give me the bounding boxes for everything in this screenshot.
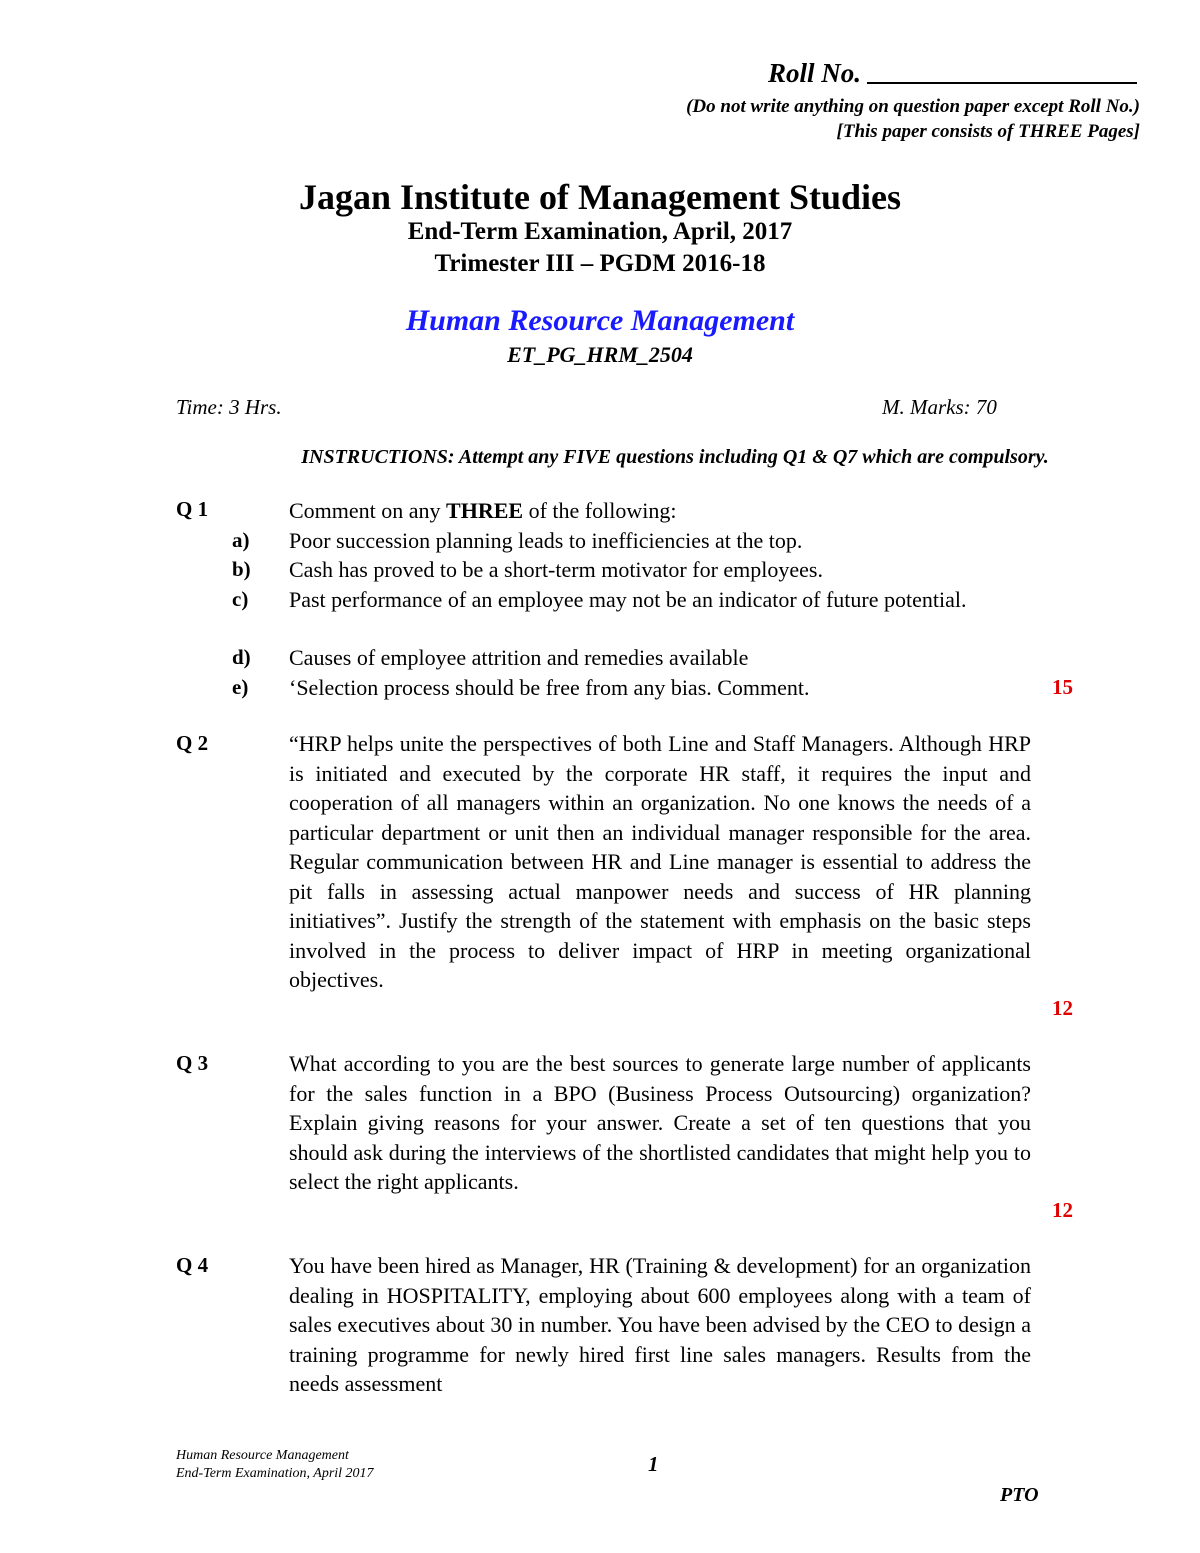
sub-item-text: ‘Selection process should be free from any bias. Comment. <box>289 675 810 700</box>
pto-label: PTO <box>1000 1484 1039 1506</box>
sub-item-text: Cash has proved to be a short-term motivator for employees. <box>289 557 823 582</box>
roll-number-label: Roll No. <box>767 58 861 88</box>
question-marks: 12 <box>1052 1198 1073 1222</box>
sub-item-text: Past performance of an employee may not be an indicator of future potential. <box>289 587 967 612</box>
question-marks: 15 <box>1052 675 1073 699</box>
question-text: You have been hired as Manager, HR (Training & development) for an organization dealing in HOSPITALITY, employing about 600 employees along with a team of sales executives about 30 in number. You have been advised by the CEO to design a training programme for newly hired first line sales managers. Results from the needs assessment <box>289 1253 1031 1396</box>
instructions: INSTRUCTIONS: Attempt any FIVE questions including Q1 & Q7 which are compulsory. <box>301 446 1049 468</box>
question-text: What according to you are the best sources to generate large number of applicants for the sales function in a BPO (Business Process Outsourcing) organization? Explain giving reasons for your answer. Create a set of ten questions that you should ask during the interviews of the shortlisted candidates that might help you to select the right applicants. <box>289 1051 1031 1194</box>
sub-item-label: d) <box>232 645 251 669</box>
question-number: Q 4 <box>176 1253 209 1277</box>
question-text: Comment on any THREE of the following: <box>289 498 677 523</box>
sub-item-label: a) <box>232 528 250 552</box>
sub-item-label: b) <box>232 557 251 581</box>
roll-number-blank <box>867 82 1137 84</box>
question-marks: 12 <box>1052 996 1073 1020</box>
exam-time: Time: 3 Hrs. <box>176 395 282 419</box>
subject-title: Human Resource Management <box>405 304 795 337</box>
question-number: Q 2 <box>176 731 209 755</box>
page-count-note: [This paper consists of THREE Pages] <box>836 121 1140 142</box>
max-marks: M. Marks: 70 <box>882 395 997 419</box>
sub-item-label: c) <box>232 587 249 611</box>
exam-title: End-Term Examination, April, 2017 <box>407 218 793 245</box>
institute-name: Jagan Institute of Management Studies <box>298 177 901 217</box>
question-number: Q 3 <box>176 1051 209 1075</box>
trimester-title: Trimester III – PGDM 2016-18 <box>434 250 766 277</box>
instruction-note: (Do not write anything on question paper except Roll No.) <box>686 96 1140 117</box>
footer-exam: End-Term Examination, April 2017 <box>176 1466 374 1481</box>
sub-item-text: Causes of employee attrition and remedies available <box>289 645 749 670</box>
page-number: 1 <box>648 1452 659 1476</box>
question-text: “HRP helps unite the perspectives of both Line and Staff Managers. Although HRP is initiated and executed by the corporate HR staff, it requires the input and cooperation of all managers within an organization. No one knows the needs of a particular department or unit then an individual manager responsible for the area. Regular communication between HR and Line manager is essential to address the pit falls in assessing actual manpower needs and success of HR planning initiatives”. Justify the strength of the statement with emphasis on the basic steps involved in the process to deliver impact of HRP in meeting organizational objectives. <box>289 731 1031 992</box>
question-number: Q 1 <box>176 497 209 521</box>
sub-item-label: e) <box>232 675 249 699</box>
footer-subject: Human Resource Management <box>176 1448 349 1463</box>
paper-code: ET_PG_HRM_2504 <box>507 342 693 367</box>
sub-item-text: Poor succession planning leads to inefficiencies at the top. <box>289 528 803 553</box>
roll-number-field <box>768 58 1137 89</box>
